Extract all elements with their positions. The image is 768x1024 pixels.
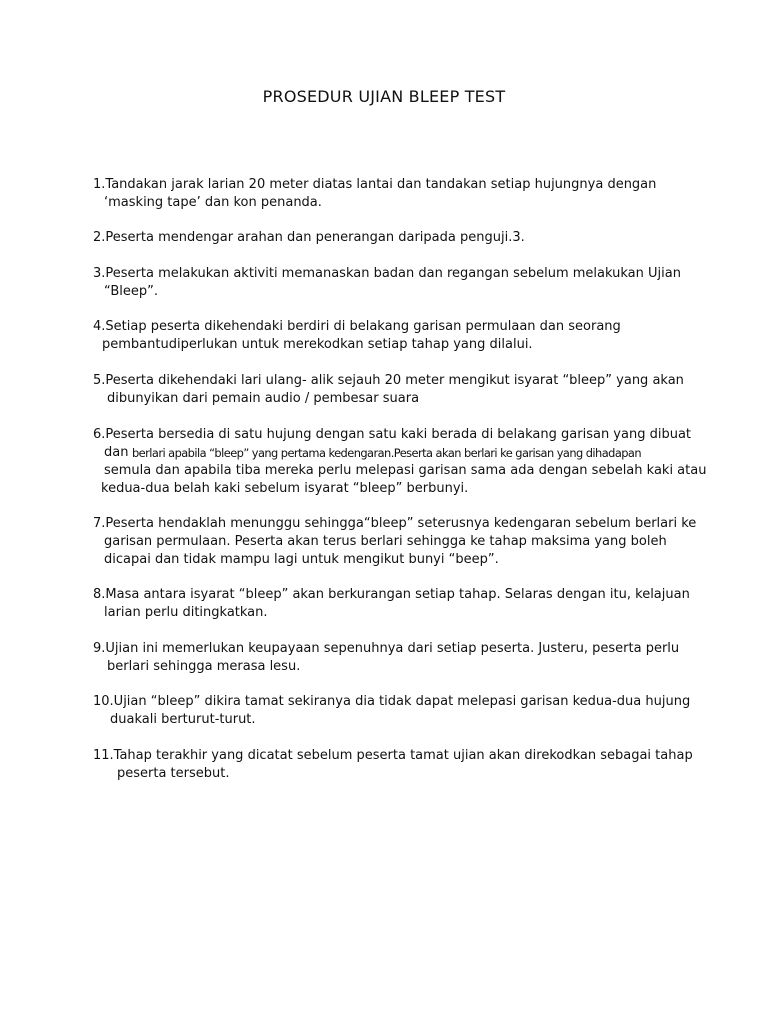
item-line: 10.Ujian “bleep” dikira tamat sekiranya dia tidak dapat melepasi garisan kedua-dua hujung: [93, 694, 691, 709]
item-line: garisan permulaan. Peserta akan terus berlari sehingga ke tahap maksima yang boleh: [104, 534, 667, 549]
item-line: dibunyikan dari pemain audio / pembesar suara: [107, 391, 420, 406]
item-line: kedua-dua belah kaki sebelum isyarat “bleep” berbunyi.: [101, 481, 469, 496]
item-line: berlari sehingga merasa lesu.: [107, 659, 301, 674]
item-line: 3.Peserta melakukan aktiviti memanaskan badan dan regangan sebelum melakukan Ujian: [93, 266, 681, 281]
item-line: peserta tersebut.: [117, 766, 230, 781]
item-line: dan: [104, 445, 129, 460]
item-line: 1.Tandakan jarak larian 20 meter diatas lantai dan tandakan setiap hujungnya dengan: [93, 177, 657, 192]
item-line: 4.Setiap peserta dikehendaki berdiri di belakang garisan permulaan dan seorang: [93, 319, 621, 334]
item-line: 5.Peserta dikehendaki lari ulang- alik sejauh 20 meter mengikut isyarat “bleep” yang akan: [93, 373, 684, 388]
item-line: 6.Peserta bersedia di satu hujung dengan satu kaki berada di belakang garisan yang dibuat: [93, 427, 692, 442]
item-line: 9.Ujian ini memerlukan keupayaan sepenuhnya dari setiap peserta. Justeru, peserta perlu: [93, 641, 680, 656]
document-title: PROSEDUR UJIAN BLEEP TEST: [262, 87, 506, 106]
item-line: 2.Peserta mendengar arahan dan penerangan daripada penguji.3.: [93, 230, 525, 245]
item-line: 8.Masa antara isyarat “bleep” akan berkurangan setiap tahap. Selaras dengan itu, kelajuan: [93, 587, 690, 602]
item-line: pembantudiperlukan untuk merekodkan setiap tahap yang dilalui.: [102, 337, 533, 352]
item-line: larian perlu ditingkatkan.: [104, 605, 268, 620]
item-line: semula dan apabila tiba mereka perlu melepasi garisan sama ada dengan sebelah kaki atau: [104, 463, 707, 478]
item-line: 11.Tahap terakhir yang dicatat sebelum peserta tamat ujian akan direkodkan sebagai tahap: [93, 748, 693, 763]
item-line: dicapai dan tidak mampu lagi untuk mengikut bunyi “beep”.: [104, 552, 499, 567]
item-line: “Bleep”.: [104, 284, 158, 299]
item-line: duakali berturut-turut.: [110, 712, 256, 727]
item-line: berlari apabila “bleep” yang pertama kedengaran.Peserta akan berlari ke garisan yang dihadapan: [132, 446, 642, 460]
item-line: ‘masking tape’ dan kon penanda.: [104, 195, 322, 210]
item-line: 7.Peserta hendaklah menunggu sehingga“bleep” seterusnya kedengaran sebelum berlari ke: [93, 516, 697, 531]
